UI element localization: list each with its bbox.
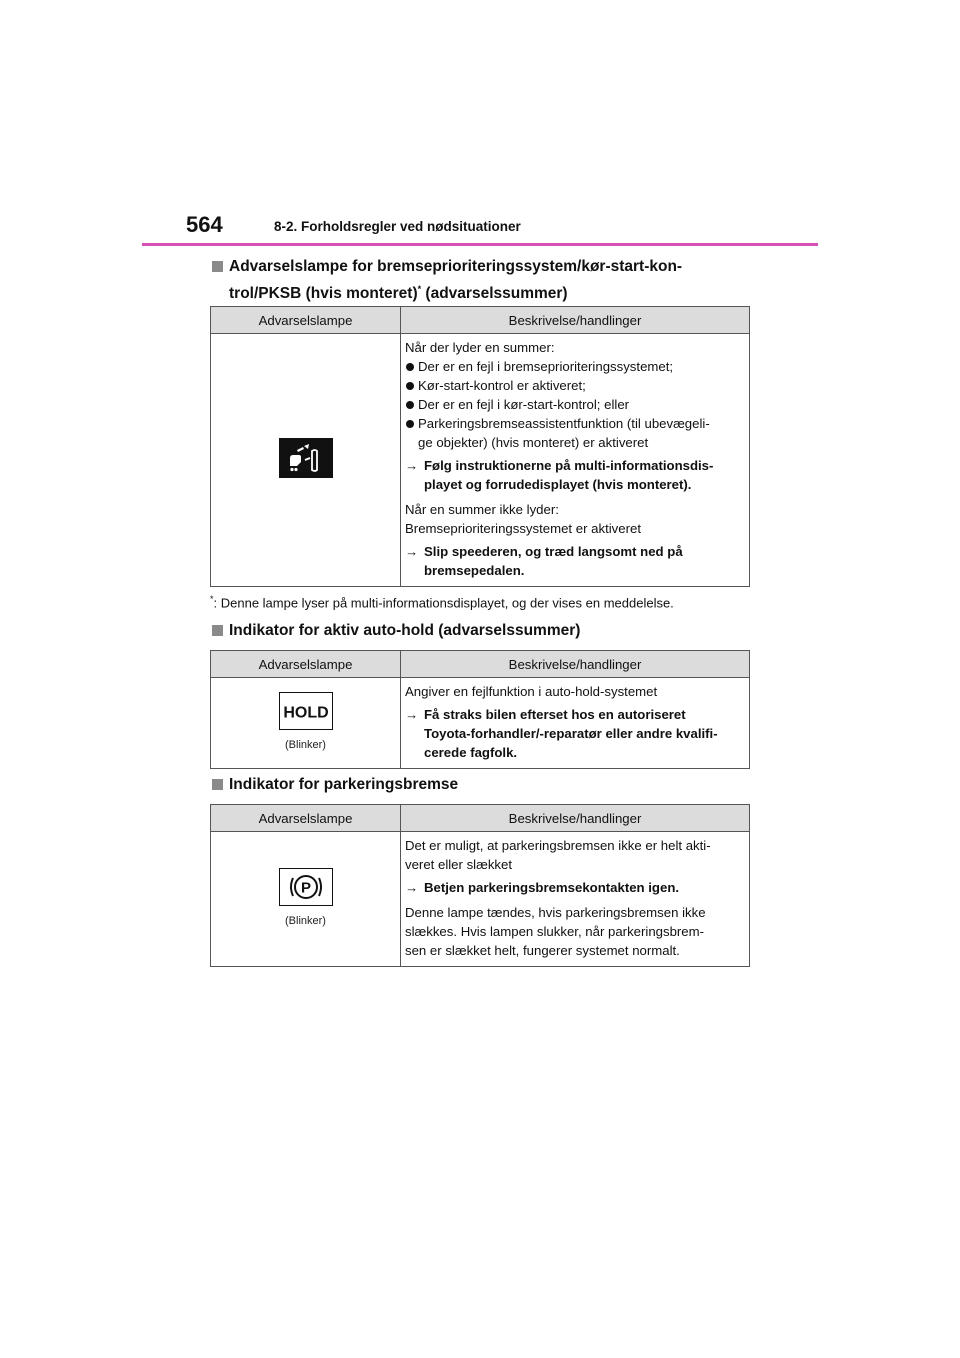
action-step: → Følg instruktionerne på multi-informationsdis- playet og forrudedisplayet (hvis monteret). xyxy=(405,458,714,492)
lamp-cell xyxy=(211,678,401,769)
arrow-icon: → xyxy=(405,707,419,722)
list-item: Parkeringsbremseassistentfunktion (til ubevægeli- ge objekter) (hvis monteret) er aktiveret xyxy=(405,414,747,452)
footnote-marker: * xyxy=(417,284,422,294)
table-row xyxy=(211,832,750,967)
section-heading-brake-override xyxy=(212,256,682,305)
brake-override-warning-icon xyxy=(279,438,333,483)
page-number: 564 xyxy=(186,212,223,237)
parking-brake-table xyxy=(210,804,750,967)
arrow-icon: → xyxy=(405,880,419,895)
parking-p-text: P xyxy=(300,879,311,896)
footnote-star: * xyxy=(210,594,214,604)
description-text: Det er muligt, at parkeringsbremsen ikke er helt akti- veret eller slækket xyxy=(405,838,711,872)
blink-label: (Blinker) xyxy=(285,738,326,751)
summer-intro: Når der lyder en summer: xyxy=(405,340,555,355)
description-cell xyxy=(401,832,750,967)
chapter-title: 8-2. Forholdsregler ved nødsituationer xyxy=(274,219,521,234)
col-header-description: Beskrivelse/handlinger xyxy=(401,805,750,832)
col-header-description: Beskrivelse/handlinger xyxy=(401,651,750,678)
description-text: Angiver en fejlfunktion i auto-hold-systemet xyxy=(405,684,658,699)
table-header-row xyxy=(211,651,750,678)
heading-square-icon xyxy=(212,625,223,636)
blink-label: (Blinker) xyxy=(285,914,326,927)
description-cell xyxy=(401,334,750,587)
action-step: → Slip speederen, og træd langsomt ned på bremsepedalen. xyxy=(405,544,683,578)
col-header-lamp: Advarselslampe xyxy=(211,307,401,334)
auto-hold-table xyxy=(210,650,750,769)
col-header-lamp: Advarselslampe xyxy=(211,805,401,832)
list-item: Kør-start-kontrol er aktiveret; xyxy=(405,376,747,395)
col-header-description: Beskrivelse/handlinger xyxy=(401,307,750,334)
action-step: → Få straks bilen efterset hos en autoriseret Toyota-forhandler/-reparatør eller andre kvalifi- cerede fagfolk. xyxy=(405,707,718,760)
footnote: *: Denne lampe lyser på multi-informationsdisplayet, og der vises en meddelelse. xyxy=(210,594,674,611)
no-summer-text: Når en summer ikke lyder: Bremseprioriteringssystemet er aktiveret xyxy=(405,502,641,536)
list-item: Der er en fejl i kør-start-kontrol; eller xyxy=(405,395,747,414)
section-heading-auto-hold: Indikator for aktiv auto-hold (advarselssummer) xyxy=(212,620,580,642)
table-header-row xyxy=(211,307,750,334)
heading-square-icon xyxy=(212,779,223,790)
col-header-lamp: Advarselslampe xyxy=(211,651,401,678)
heading-line-1: Advarselslampe for bremseprioriteringssystem/kør-start-kon- xyxy=(229,258,683,275)
hold-indicator-icon xyxy=(279,692,333,735)
brake-override-table xyxy=(210,306,750,587)
parking-brake-indicator-icon xyxy=(279,868,333,911)
heading-line-2: trol/PKSB (hvis monteret)* (advarselssummer) xyxy=(229,284,568,303)
heading-square-icon xyxy=(212,261,223,272)
lamp-cell xyxy=(211,334,401,587)
table-row xyxy=(211,678,750,769)
arrow-icon: → xyxy=(405,544,419,559)
section-heading-parking-brake: Indikator for parkeringsbremse xyxy=(212,774,458,796)
table-row xyxy=(211,334,750,587)
description-text: Denne lampe tændes, hvis parkeringsbremsen ikke slækkes. Hvis lampen slukker, når parkeringsbrem- sen er slækket helt, fungerer systemet normalt. xyxy=(405,905,706,958)
header-rule xyxy=(142,243,818,246)
action-step: → Betjen parkeringsbremsekontakten igen. xyxy=(405,880,680,895)
lamp-cell xyxy=(211,832,401,967)
hold-text: HOLD xyxy=(282,704,329,721)
arrow-icon: → xyxy=(405,458,419,473)
list-item: Der er en fejl i bremseprioriteringssystemet; xyxy=(405,357,747,376)
description-cell xyxy=(401,678,750,769)
table-header-row xyxy=(211,805,750,832)
